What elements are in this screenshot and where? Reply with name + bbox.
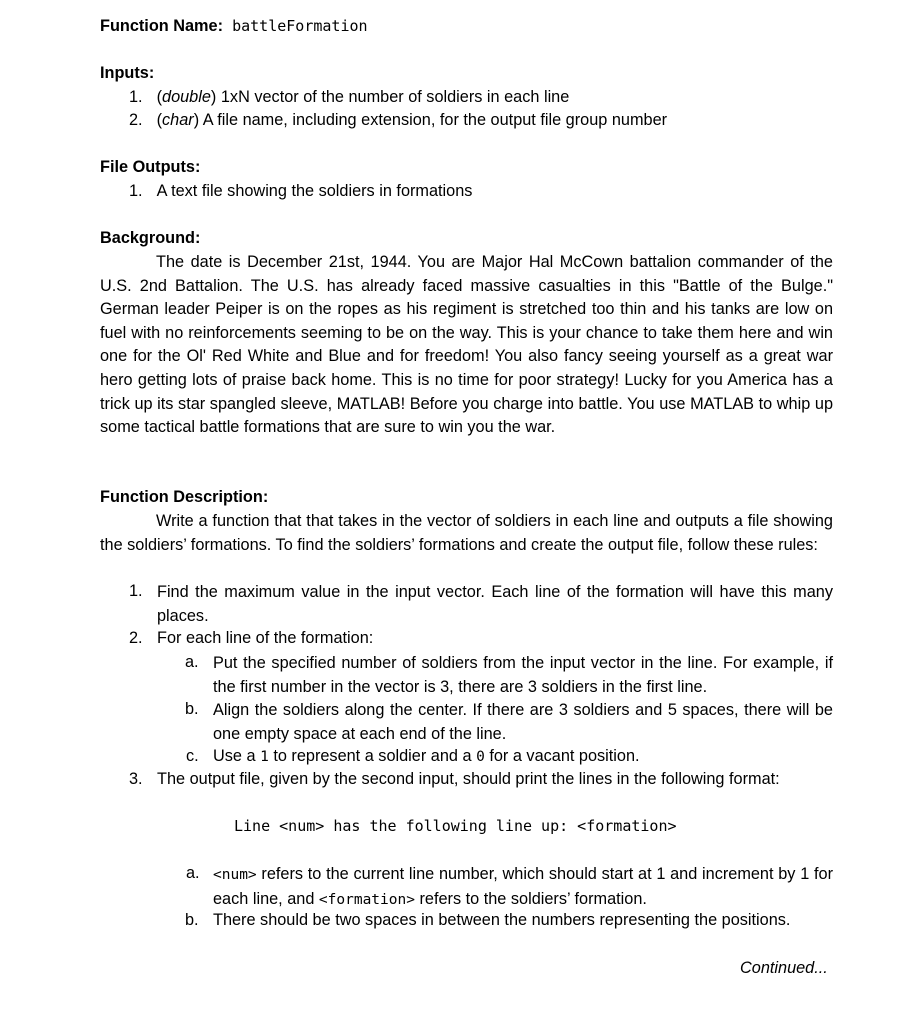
file-outputs-item-1: 1. A text file showing the soldiers in formations — [129, 182, 473, 200]
rule-2-text: For each line of the formation: — [157, 629, 374, 647]
file-outputs-heading: File Outputs: — [100, 158, 201, 176]
rule-3a-letter: a. — [186, 864, 200, 882]
function-name-value: battleFormation — [232, 17, 368, 35]
inputs-heading: Inputs: — [100, 64, 155, 82]
rule-2b-text: Align the soldiers along the center. If there are 3 soldiers and 5 spaces, there will be one empty space at each end of the line. — [213, 701, 833, 743]
rule-2a-text: Put the specified number of soldiers from the input vector in the line. For example, if the first number in the vector is 3, there are 3 soldiers in the first line. — [213, 654, 833, 696]
input-type: char — [162, 111, 194, 129]
rule-2c-text: Use a 1 to represent a soldier and a 0 for a vacant position. — [213, 747, 640, 765]
input-type: double — [162, 88, 211, 106]
background-heading: Background: — [100, 229, 201, 247]
continued-note: Continued... — [740, 959, 828, 977]
rule-2b-letter: b. — [185, 700, 199, 718]
rule-3-number: 3. — [129, 770, 143, 788]
rule-2-number: 2. — [129, 629, 143, 647]
rule-1-number: 1. — [129, 582, 143, 600]
function-description-intro: Write a function that that takes in the vector of soldiers in each line and outputs a file showing the soldiers’ formations. To find the soldiers’ formations and create the output file, follow these rules: — [100, 512, 833, 554]
background-paragraph: The date is December 21st, 1944. You are Major Hal McCown battalion commander of the U.S. 2nd Battalion. The U.S. has already faced massive casualties in this "Battle of the Bulge." German leader Peiper is on the ropes as his regiment is stretched too thin and his tanks are low on fuel with no reinforcements seeming to be on the way. This is your chance to take them here and win one for the Ol' Red White and Blue and for freedom! You also fancy seeing yourself as a great war hero getting lots of praise back home. This is no time for poor strategy! Lucky for you America has a trick up its star spangled sleeve, MATLAB! Before you charge into battle. You use MATLAB to whip up some tactical battle formations that are sure to win you the war. — [100, 253, 833, 437]
function-name-label: Function Name: — [100, 17, 224, 35]
inputs-item-1: 1. (double) 1xN vector of the number of soldiers in each line — [129, 88, 570, 106]
function-description-heading: Function Description: — [100, 488, 269, 506]
inputs-item-2: 2. (char) A file name, including extension, for the output file group number — [129, 111, 668, 129]
rule-3b-letter: b. — [185, 911, 199, 929]
function-name-row — [100, 16, 368, 36]
rule-3-text: The output file, given by the second input, should print the lines in the following format: — [157, 770, 780, 788]
rule-3b-text: There should be two spaces in between the numbers representing the positions. — [213, 911, 791, 929]
rule-3a-text: <num> refers to the current line number, which should start at 1 and increment by 1 for each line, and <formation> refers to the soldiers’ formation. — [213, 865, 833, 908]
format-code-line: Line <num> has the following line up: <formation> — [234, 817, 677, 835]
rule-2c-letter: c. — [186, 747, 199, 765]
rule-1-text: Find the maximum value in the input vector. Each line of the formation will have this many places. — [157, 583, 833, 625]
rule-2a-letter: a. — [185, 653, 199, 671]
